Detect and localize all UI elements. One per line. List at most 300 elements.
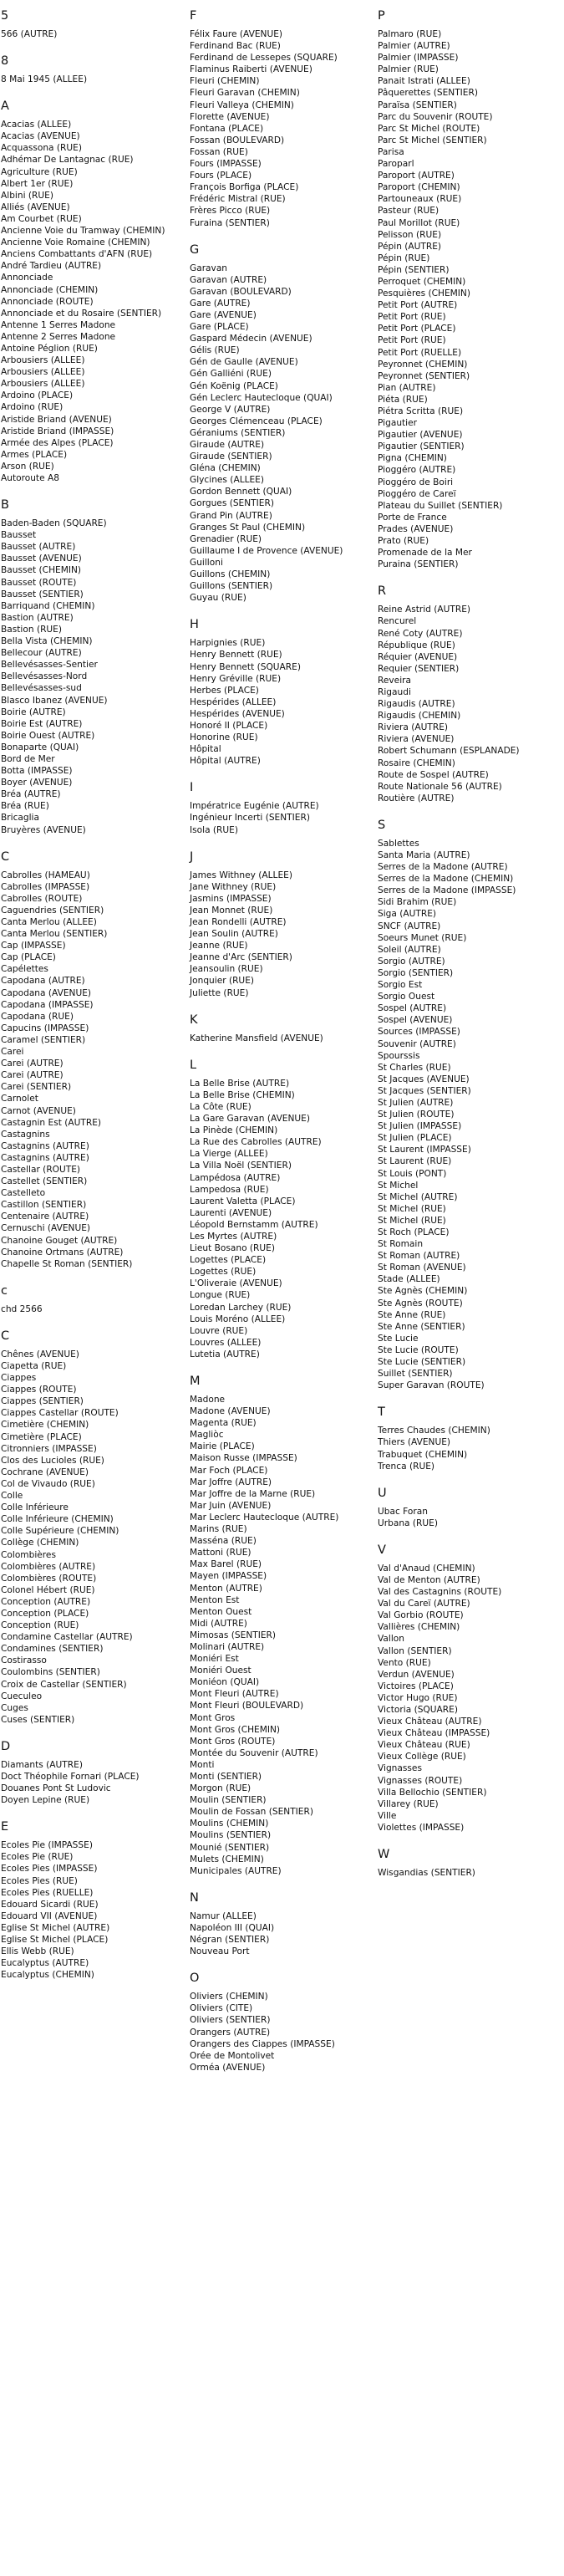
street-entry: Cabrolles (HAMEAU) [1,870,90,880]
street-entry: Sablettes [378,838,419,849]
street-entry: Rigaudis (CHEMIN) [378,711,461,722]
street-entry: Serres de la Madone (CHEMIN) [378,874,514,885]
street-entry: Fleuri Valleya (CHEMIN) [190,99,294,110]
street-entry: Sorgio Est [378,980,423,991]
street-entry: Arbousiers (ALLEE) [1,379,85,390]
street-entry: La Gare Garavan (AVENUE) [190,1114,311,1125]
street-entry: Val de Menton (AUTRE) [378,1574,480,1585]
street-entry: Val du Careï (AUTRE) [378,1599,470,1609]
street-entry: Pioggéro de Careï [378,488,456,499]
street-entry: St Michel (RUE) [378,1215,446,1226]
street-entry: Ferdinand Bac (RUE) [190,41,281,52]
street-entry: Castagnin Est (AUTRE) [1,1117,102,1128]
street-entry: Victoria (SQUARE) [378,1705,458,1715]
street-entry: Sidi Brahim (RUE) [378,897,457,908]
letter-section [190,617,375,767]
street-entry: Municipales (AUTRE) [190,1865,282,1876]
street-entry: Mayen (IMPASSE) [190,1571,267,1582]
street-entry: Perroquet (CHEMIN) [378,276,466,287]
street-entry: Félix Faure (AVENUE) [190,29,283,39]
street-entry: Cap (IMPASSE) [1,941,66,951]
street-entry: Albini (RUE) [1,190,53,201]
street-entry: Furaina (SENTIER) [190,217,270,228]
street-entry: Magliòc [190,1430,224,1441]
section-heading: F [190,9,197,23]
letter-section [1,497,186,836]
street-entry: Hôpital [190,744,221,755]
street-entry: Colonel Hébert (RUE) [1,1584,95,1595]
street-entry: Vieux Collège (RUE) [378,1752,466,1762]
section-heading: 5 [1,9,9,23]
street-entry: Boirie (AUTRE) [1,706,66,717]
street-entry: Fleuri Garavan (CHEMIN) [190,88,300,99]
street-entry: Ancienne Voie du Tramway (CHEMIN) [1,226,165,237]
street-entry: Jeansoulin (RUE) [190,964,263,975]
street-entry: Bricaglia [1,813,39,824]
street-entry: 566 (AUTRE) [1,29,58,39]
street-entry: Boyer (AVENUE) [1,778,73,788]
street-entry: Honorine (RUE) [190,732,258,743]
street-entry: St Charles (RUE) [378,1062,451,1073]
street-entry: Citronniers (IMPASSE) [1,1443,97,1454]
street-entry: Pasteur (RUE) [378,206,440,217]
street-entry: Giraude (AUTRE) [190,440,265,450]
street-entry: Cuges [1,1702,28,1713]
street-entry: St Roman (AUTRE) [378,1251,460,1262]
street-entry: Orée de Montolivet [190,2050,275,2061]
street-list [190,1078,375,1360]
street-entry: Gén de Gaulle (AVENUE) [190,357,298,368]
street-entry: Vallières (CHEMIN) [378,1622,460,1633]
street-entry: George V (AUTRE) [190,404,271,415]
street-entry: Terres Chaudes (CHEMIN) [378,1426,490,1436]
street-entry: Arbousiers (ALLEE) [1,367,85,378]
street-entry: Monti (SENTIER) [190,1772,262,1782]
street-entry: Pioggéro de Boiri [378,477,454,487]
street-entry: Moulin de Fossan (SENTIER) [190,1807,313,1818]
street-entry: Pesquières (CHEMIN) [378,288,470,299]
street-entry: Acacias (AVENUE) [1,131,80,142]
street-entry: Henry Bennett (SQUARE) [190,661,301,672]
street-entry: Moulins (CHEMIN) [190,1819,269,1829]
street-entry: Antenne 1 Serres Madone [1,319,116,330]
street-entry: Capodana (AVENUE) [1,987,92,998]
street-entry: La Belle Brise (CHEMIN) [190,1089,295,1100]
street-entry: Ste Lucie [378,1333,419,1344]
street-entry: Sorgio Ouest [378,992,435,1002]
street-entry: Costirasso [1,1655,47,1666]
street-entry: Annonciade [1,273,53,283]
street-entry: Villarey (RUE) [378,1798,439,1809]
street-entry: SNCF (AUTRE) [378,921,441,931]
street-entry: Col de Vivaudo (RUE) [1,1478,95,1489]
street-entry: Menton Est [190,1594,240,1605]
letter-section [1,54,186,85]
street-entry: Rigaudis (AUTRE) [378,699,455,710]
street-entry: Reveira [378,675,411,686]
street-entry: St Julien (AUTRE) [378,1097,454,1108]
street-entry: Gén Koënig (PLACE) [190,380,278,391]
street-entry: Arbousiers (ALLEE) [1,355,85,366]
street-entry: Louvre (RUE) [190,1325,248,1336]
street-entry: Flaminus Raiberti (AVENUE) [190,64,312,75]
street-entry: Serres de la Madone (AUTRE) [378,862,508,873]
street-entry: Moulins (SENTIER) [190,1830,272,1841]
street-entry: Garavan (BOULEVARD) [190,286,292,297]
section-heading: C [1,849,10,864]
street-entry: Impératrice Eugénie (AUTRE) [190,801,319,812]
street-entry: Mairie (PLACE) [190,1441,255,1452]
street-entry: St Romain [378,1239,424,1250]
street-list [378,1867,563,1879]
street-entry: Trabuquet (CHEMIN) [378,1449,468,1460]
street-entry: Sorgio (AUTRE) [378,956,445,967]
street-entry: La Pinède (CHEMIN) [190,1125,278,1136]
street-entry: St Laurent (IMPASSE) [378,1145,471,1155]
street-entry: Doyen Lepine (RUE) [1,1795,90,1806]
street-entry: Jasmins (IMPASSE) [190,893,272,904]
street-entry: Ecoles Pies (RUE) [1,1875,78,1886]
street-entry: René Coty (AUTRE) [378,628,463,639]
street-entry: Fleuri (CHEMIN) [190,76,260,87]
street-entry: Logettes (PLACE) [190,1255,267,1266]
street-entry: Bausset [1,530,37,541]
street-entry: Blasco Ibanez (AVENUE) [1,695,108,706]
street-entry: Carei (AUTRE) [1,1058,64,1069]
street-entry: James Withney (ALLEE) [190,870,292,880]
street-entry: Conception (AUTRE) [1,1596,91,1607]
street-entry: Gaspard Médecin (AVENUE) [190,334,312,344]
street-entry: Hespérides (AVENUE) [190,708,285,719]
section-heading: A [1,99,9,114]
street-entry: Bausset (CHEMIN) [1,565,82,576]
street-entry: Acacias (ALLEE) [1,120,72,130]
street-entry: Frédéric Mistral (RUE) [190,194,286,205]
street-entry: Harpignies (RUE) [190,638,266,649]
street-list [1,870,186,1270]
street-entry: Louvres (ALLEE) [190,1337,262,1348]
street-entry: Garavan (AUTRE) [190,274,267,285]
street-list [1,119,186,484]
street-entry: Capucins (IMPASSE) [1,1023,89,1033]
street-entry: Mont Gros (ROUTE) [190,1736,276,1747]
street-list [378,838,563,1391]
street-entry: Cimetière (PLACE) [1,1431,82,1442]
street-entry: Isola (RUE) [190,824,239,835]
street-entry: Bellevésasses-Sentier [1,660,98,671]
letter-section [190,1890,375,1957]
street-entry: Palmaro (RUE) [378,29,442,39]
street-entry: Menton (AUTRE) [190,1583,262,1594]
street-entry: Prato (RUE) [378,536,429,547]
street-entry: Laurent Valetta (PLACE) [190,1196,296,1206]
section-heading: R [378,584,387,599]
street-entry: Ste Anne (SENTIER) [378,1321,465,1332]
street-entry: Ancienne Voie Romaine (CHEMIN) [1,237,150,248]
section-heading: 8 [1,54,9,69]
section-heading: S [378,818,386,832]
street-entry: Pépin (SENTIER) [378,264,450,275]
street-entry: Centenaire (AUTRE) [1,1211,89,1222]
street-entry: Barriquand (CHEMIN) [1,600,95,611]
section-heading: T [378,1405,385,1420]
street-entry: Ciappes Castellar (ROUTE) [1,1408,119,1419]
street-entry: Ellis Webb (RUE) [1,1946,74,1957]
letter-section [1,8,186,40]
street-entry: Antenne 2 Serres Madone [1,331,116,342]
street-entry: Wisgandias (SENTIER) [378,1868,475,1879]
street-entry: St Jacques (AVENUE) [378,1074,470,1084]
index-column-1 [1,8,186,1994]
street-entry: Gélis (RUE) [190,345,240,356]
street-entry: St Louis (PONT) [378,1168,447,1179]
letter-section [1,1283,186,1315]
street-entry: Max Barel (RUE) [190,1559,262,1570]
street-entry: Bruyères (AVENUE) [1,824,86,835]
street-entry: Sospel (AUTRE) [378,1003,447,1014]
street-entry: Colombières [1,1549,56,1560]
street-entry: Boirie Ouest (AUTRE) [1,730,95,741]
street-entry: Victoires (PLACE) [378,1681,454,1691]
street-entry: Autoroute A8 [1,473,59,483]
street-entry: Jean Soulin (AUTRE) [190,929,278,940]
street-entry: Gén Galliéni (RUE) [190,369,272,380]
section-heading: K [190,1013,198,1027]
street-entry: Ciapetta (RUE) [1,1361,67,1371]
street-entry: Castellar (ROUTE) [1,1164,81,1175]
section-heading: J [190,849,194,864]
street-entry: Guyau (RUE) [190,593,246,604]
section-heading: M [190,1375,201,1388]
street-entry: Rosaire (CHEMIN) [378,757,455,768]
street-entry: Trenca (RUE) [378,1461,435,1472]
street-entry: Katherine Mansfield (AVENUE) [190,1033,323,1043]
street-entry: Bausset (ROUTE) [1,577,77,588]
street-entry: Jean Monnet (RUE) [190,905,273,916]
street-entry: Bella Vista (CHEMIN) [1,636,93,647]
street-entry: Puraina (SENTIER) [378,559,459,570]
letter-section [190,849,375,999]
street-entry: Colle Supérieure (CHEMIN) [1,1526,119,1537]
street-entry: Cuses (SENTIER) [1,1714,75,1725]
street-entry: Loredan Larchey (RUE) [190,1302,292,1313]
street-entry: Requier (SENTIER) [378,663,460,674]
street-list [190,870,375,999]
street-entry: Alliés (AVENUE) [1,201,70,212]
street-entry: Diamants (AUTRE) [1,1759,83,1770]
street-entry: Gare (AUTRE) [190,298,251,309]
street-entry: Guilloni [190,557,223,568]
street-entry: Soeurs Munet (RUE) [378,932,467,943]
street-entry: Chênes (AVENUE) [1,1349,79,1359]
street-entry: Anciens Combattants d'AFN (RUE) [1,249,153,260]
section-heading: H [190,618,199,632]
street-entry: Parc St Michel (SENTIER) [378,135,487,145]
street-entry: Vignasses [378,1763,422,1774]
street-entry: Vieux Château (IMPASSE) [378,1728,490,1739]
street-entry: Réquier (AVENUE) [378,651,458,662]
street-entry: Pépin (RUE) [378,252,430,263]
street-list [1,1759,186,1806]
street-entry: Eucalyptus (CHEMIN) [1,1970,94,1981]
street-entry: Ste Agnès (ROUTE) [378,1298,463,1308]
letter-section [378,1543,563,1834]
street-entry: Douanes Pont St Ludovic [1,1783,111,1794]
street-entry: Annonciade (ROUTE) [1,296,94,307]
street-entry: Piéta (RUE) [378,394,428,405]
index-column-2 [190,8,375,2087]
street-entry: Bellecour (AUTRE) [1,648,82,659]
street-entry: Bausset (AUTRE) [1,542,76,553]
street-entry: Val Gorbio (ROUTE) [378,1610,464,1621]
street-entry: Riviera (AVENUE) [378,734,455,745]
street-entry: Bastion (RUE) [1,624,63,635]
street-entry: André Tardieu (AUTRE) [1,261,102,272]
street-entry: Carnot (AVENUE) [1,1105,76,1116]
street-entry: Moulin (SENTIER) [190,1795,267,1806]
street-entry: La Côte (RUE) [190,1101,252,1112]
street-entry: Villa Bellochio (SENTIER) [378,1787,487,1798]
street-entry: Madone [190,1395,226,1405]
street-entry: Ciappes (SENTIER) [1,1396,84,1407]
street-entry: Castellet (SENTIER) [1,1176,88,1187]
street-entry: Souvenir (AUTRE) [378,1038,456,1049]
street-entry: Paroparl [378,159,414,170]
street-entry: Jean Rondelli (AUTRE) [190,917,287,927]
street-entry: Midi (AUTRE) [190,1618,247,1629]
street-entry: Castagnins [1,1129,50,1140]
letter-section [190,242,375,604]
street-entry: Fossan (BOULEVARD) [190,135,285,145]
street-entry: Panait Istrati (ALLEE) [378,76,470,87]
street-entry: Hôpital (AUTRE) [190,756,261,767]
street-entry: Botta (IMPASSE) [1,766,73,777]
street-entry: Parc du Souvenir (ROUTE) [378,111,493,122]
street-entry: Orangers des Ciappes (IMPASSE) [190,2038,335,2049]
letter-section [378,1405,563,1472]
street-entry: Canta Merlou (ALLEE) [1,917,97,927]
street-list [190,1033,375,1044]
street-entry: Castillon (SENTIER) [1,1200,87,1211]
street-entry: Oliviers (CITE) [190,2003,253,2014]
street-entry: St Laurent (RUE) [378,1156,452,1167]
street-entry: Fours (IMPASSE) [190,159,262,170]
street-entry: Condamines (SENTIER) [1,1644,104,1655]
street-entry: Fossan (RUE) [190,146,248,157]
street-entry: Jeanne d'Arc (SENTIER) [190,952,292,963]
section-heading: G [190,242,200,257]
street-entry: Masséna (RUE) [190,1536,257,1547]
street-list [190,28,375,229]
street-entry: Cabrolles (IMPASSE) [1,881,90,892]
street-entry: Pâquerettes (SENTIER) [378,88,478,99]
section-heading: C [1,1329,10,1343]
street-entry: Pigna (CHEMIN) [378,453,447,464]
street-entry: Val des Castagnins (ROUTE) [378,1587,502,1598]
street-entry: Ste Anne (RUE) [378,1309,446,1320]
street-list [378,1425,563,1472]
street-entry: Adhémar De Lantagnac (RUE) [1,155,134,166]
street-entry: Sorgio (SENTIER) [378,967,454,978]
street-entry: Ecoles Pie (RUE) [1,1852,74,1863]
street-entry: Cimetière (CHEMIN) [1,1420,89,1431]
street-entry: Namur (ALLEE) [190,1910,257,1921]
street-entry: Peyronnet (CHEMIN) [378,359,468,370]
street-entry: St Julien (IMPASSE) [378,1121,462,1132]
street-entry: Paraïsa (SENTIER) [378,99,457,110]
street-entry: St Roman (AVENUE) [378,1262,466,1273]
street-entry: Boirie Est (AUTRE) [1,718,83,729]
street-entry: Pioggéro (AUTRE) [378,465,456,476]
section-heading: V [378,1543,386,1557]
street-entry: Petit Port (RUELLE) [378,347,462,358]
street-entry: République (RUE) [378,640,455,650]
street-entry: Pelisson (RUE) [378,229,442,240]
street-entry: Bausset (SENTIER) [1,589,84,599]
street-entry: Guillons (SENTIER) [190,581,273,592]
street-entry: Soleil (AUTRE) [378,944,441,955]
street-entry: Conception (PLACE) [1,1608,89,1619]
street-entry: Lampedosa (RUE) [190,1184,269,1195]
street-entry: Ecoles Pie (IMPASSE) [1,1840,93,1851]
street-entry: Capélettes [1,964,48,975]
street-entry: Mimosas (SENTIER) [190,1630,277,1640]
street-entry: Route de Sospel (AUTRE) [378,769,489,780]
street-entry: Carei (AUTRE) [1,1070,64,1081]
street-entry: Jane Withney (RUE) [190,881,277,892]
street-list [190,637,375,767]
street-entry: Chanoine Ortmans (AUTRE) [1,1247,124,1257]
street-entry: Thiers (AVENUE) [378,1437,451,1448]
street-entry: Gorgues (SENTIER) [190,498,274,509]
street-entry: Louis Moréno (ALLEE) [190,1314,286,1324]
street-entry: Herbes (PLACE) [190,685,259,696]
street-entry: Longue (RUE) [190,1290,251,1301]
street-entry: Spourssis [378,1050,420,1061]
section-heading: U [378,1486,387,1500]
street-entry: Chapelle St Roman (SENTIER) [1,1258,133,1269]
street-entry: St Julien (ROUTE) [378,1109,455,1120]
street-entry: Coulombins (SENTIER) [1,1667,100,1678]
street-entry: Palmier (RUE) [378,64,439,75]
street-entry: Ecoles Pies (RUELLE) [1,1887,94,1898]
index-column-3 [378,8,563,1892]
street-entry: St Roch (PLACE) [378,1227,450,1237]
street-list [1,1839,186,1981]
street-entry: Ciappes [1,1373,37,1384]
street-entry: Guillaume I de Provence (AVENUE) [190,545,343,556]
street-entry: Grenadier (RUE) [190,533,262,544]
street-entry: Oliviers (SENTIER) [190,2015,271,2026]
street-entry: Cernuschi (AVENUE) [1,1223,91,1234]
street-entry: Piétra Scritta (RUE) [378,406,464,416]
street-entry: Henry Bennett (RUE) [190,650,282,661]
letter-section [190,1013,375,1044]
street-entry: Orangers (AUTRE) [190,2027,271,2038]
street-entry: Marins (RUE) [190,1524,247,1535]
street-entry: Florette (AVENUE) [190,111,270,122]
street-entry: Edouard Sicardi (RUE) [1,1899,99,1910]
street-entry: Parc St Michel (ROUTE) [378,123,480,134]
street-entry: Collège (CHEMIN) [1,1538,79,1548]
street-entry: Oliviers (CHEMIN) [190,1992,268,2002]
street-entry: Mont Gros [190,1712,236,1723]
street-entry: Mulets (CHEMIN) [190,1854,264,1864]
street-entry: St Michel [378,1180,419,1191]
street-entry: Violettes (IMPASSE) [378,1822,465,1833]
street-entry: Cochrane (AVENUE) [1,1467,89,1477]
street-entry: Fours (PLACE) [190,171,252,181]
